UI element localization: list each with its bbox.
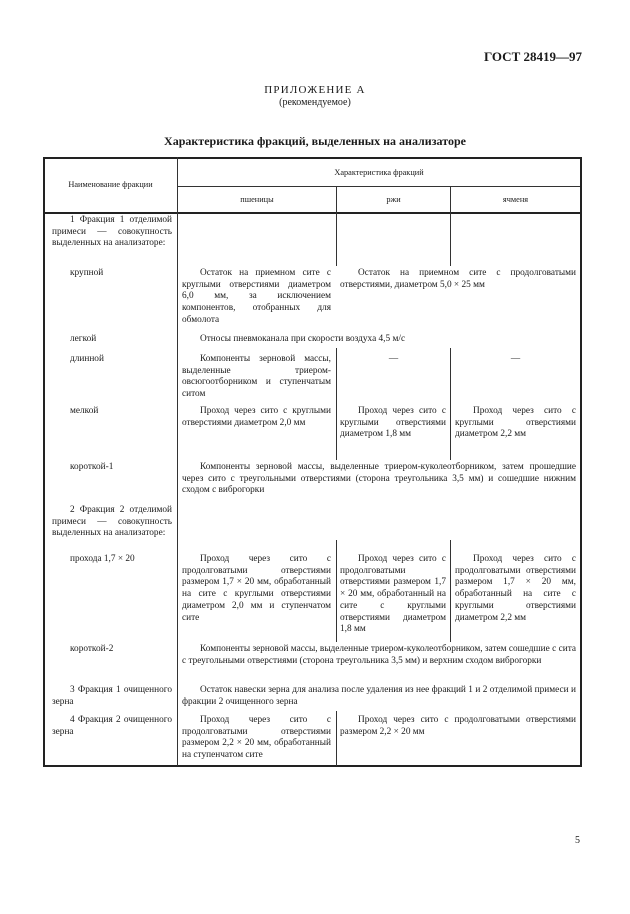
row-small-rye: Проход через сито с круглыми отверстиями диаметром 1,8 мм xyxy=(340,406,446,440)
row-fraction-4-rye-barley: Проход через сито с продолговатыми отверстиями размером 2,2 × 20 мм xyxy=(340,715,576,737)
column-header-fraction-name: Наименование фракции xyxy=(68,180,153,189)
row-short1-name: короткой-1 xyxy=(70,462,114,472)
column-header-rye: ржи xyxy=(386,195,401,204)
row-long-wheat: Компоненты зерновой массы, выделенные триером-овсюгоотборником и ступенчатым ситом xyxy=(182,354,331,400)
row-short2-all: Компоненты зерновой массы, выделенные триером-куколеотборником, затем сошедшие с сита с треугольными отверстиями (сторона треугольника 3,5 мм) и верхним сходом виброгорки xyxy=(182,644,576,666)
row-large-wheat: Остаток на приемном сите с круглыми отверстиями диаметром 6,0 мм, за исключением компонентов, отобранных для обмолота xyxy=(182,268,331,325)
column-header-barley: ячменя xyxy=(502,195,529,204)
table-title: Характеристика фракций, выделенных на анализаторе xyxy=(164,134,466,148)
row-pass-barley: Проход через сито с продолговатыми отверстиями размером 1,7 × 20 мм, обработанный на сите с круглыми отверстиями диаметром 2,2 мм xyxy=(455,554,576,623)
page-number: 5 xyxy=(575,835,580,846)
row-fraction-4-wheat: Проход через сито с продолговатыми отверстиями размером 2,2 × 20 мм, обработанный на ступенчатом сите xyxy=(182,715,331,761)
column-header-wheat: пшеницы xyxy=(240,195,274,204)
row-large-rye-barley: Остаток на приемном сите с продолговатыми отверстиями, диаметром 5,0 × 25 мм xyxy=(340,268,576,290)
row-long-rye: — xyxy=(388,354,399,364)
row-fraction-3-all: Остаток навески зерна для анализа после удаления из нее фракций 1 и 2 отделимой примеси и фракции 2 очищенного зерна xyxy=(182,685,576,707)
row-pass-rye: Проход через сито с продолговатыми отверстиями размером 1,7 × 20 мм, обработанный на сите с круглыми отверстиями диаметром 1,8 мм xyxy=(340,554,446,635)
row-small-name: мелкой xyxy=(70,406,99,416)
column-header-group: Характеристика фракций xyxy=(334,168,424,177)
row-small-barley: Проход через сито с круглыми отверстиями диаметром 2,2 мм xyxy=(455,406,576,440)
row-pass-wheat: Проход через сито с продолговатыми отверстиями размером 1,7 × 20 мм, обработанный на сите с круглыми отверстиями диаметром 2,0 мм и ступенчатом сите xyxy=(182,554,331,623)
row-fraction-4-name: 4 Фракция 2 очищенного зерна xyxy=(52,715,172,737)
document-code: ГОСТ 28419—97 xyxy=(483,49,582,64)
row-long-name: длинной xyxy=(70,354,104,364)
appendix-note: (рекомендуемое) xyxy=(279,97,351,108)
row-short1-all: Компоненты зерновой массы, выделенные триером-куколеотборником, затем прошедшие через сито с треугольными отверстиями (сторона треугольника 3,5 мм) и сошедшие нижним сходом с виброгорки xyxy=(182,462,576,496)
appendix-title: ПРИЛОЖЕНИЕ А xyxy=(264,84,366,96)
row-light-name: легкой xyxy=(70,334,97,344)
row-short2-name: короткой-2 xyxy=(70,644,114,654)
row-large-name: крупной xyxy=(70,268,104,278)
row-fraction-1-name: 1 Фракция 1 отделимой примеси — совокупность выделенных на анализаторе: xyxy=(52,215,172,249)
row-pass-name: прохода 1,7 × 20 xyxy=(70,554,135,564)
row-small-wheat: Проход через сито с круглыми отверстиями диаметром 2,0 мм xyxy=(182,406,331,428)
row-fraction-3-name: 3 Фракция 1 очищенного зерна xyxy=(52,685,172,707)
row-long-barley: — xyxy=(510,354,521,364)
row-fraction-2-name: 2 Фракция 2 отделимой примеси — совокупность выделенных на анализаторе: xyxy=(52,505,172,539)
row-light-all: Относы пневмоканала при скорости воздуха 4,5 м/с xyxy=(200,334,406,344)
